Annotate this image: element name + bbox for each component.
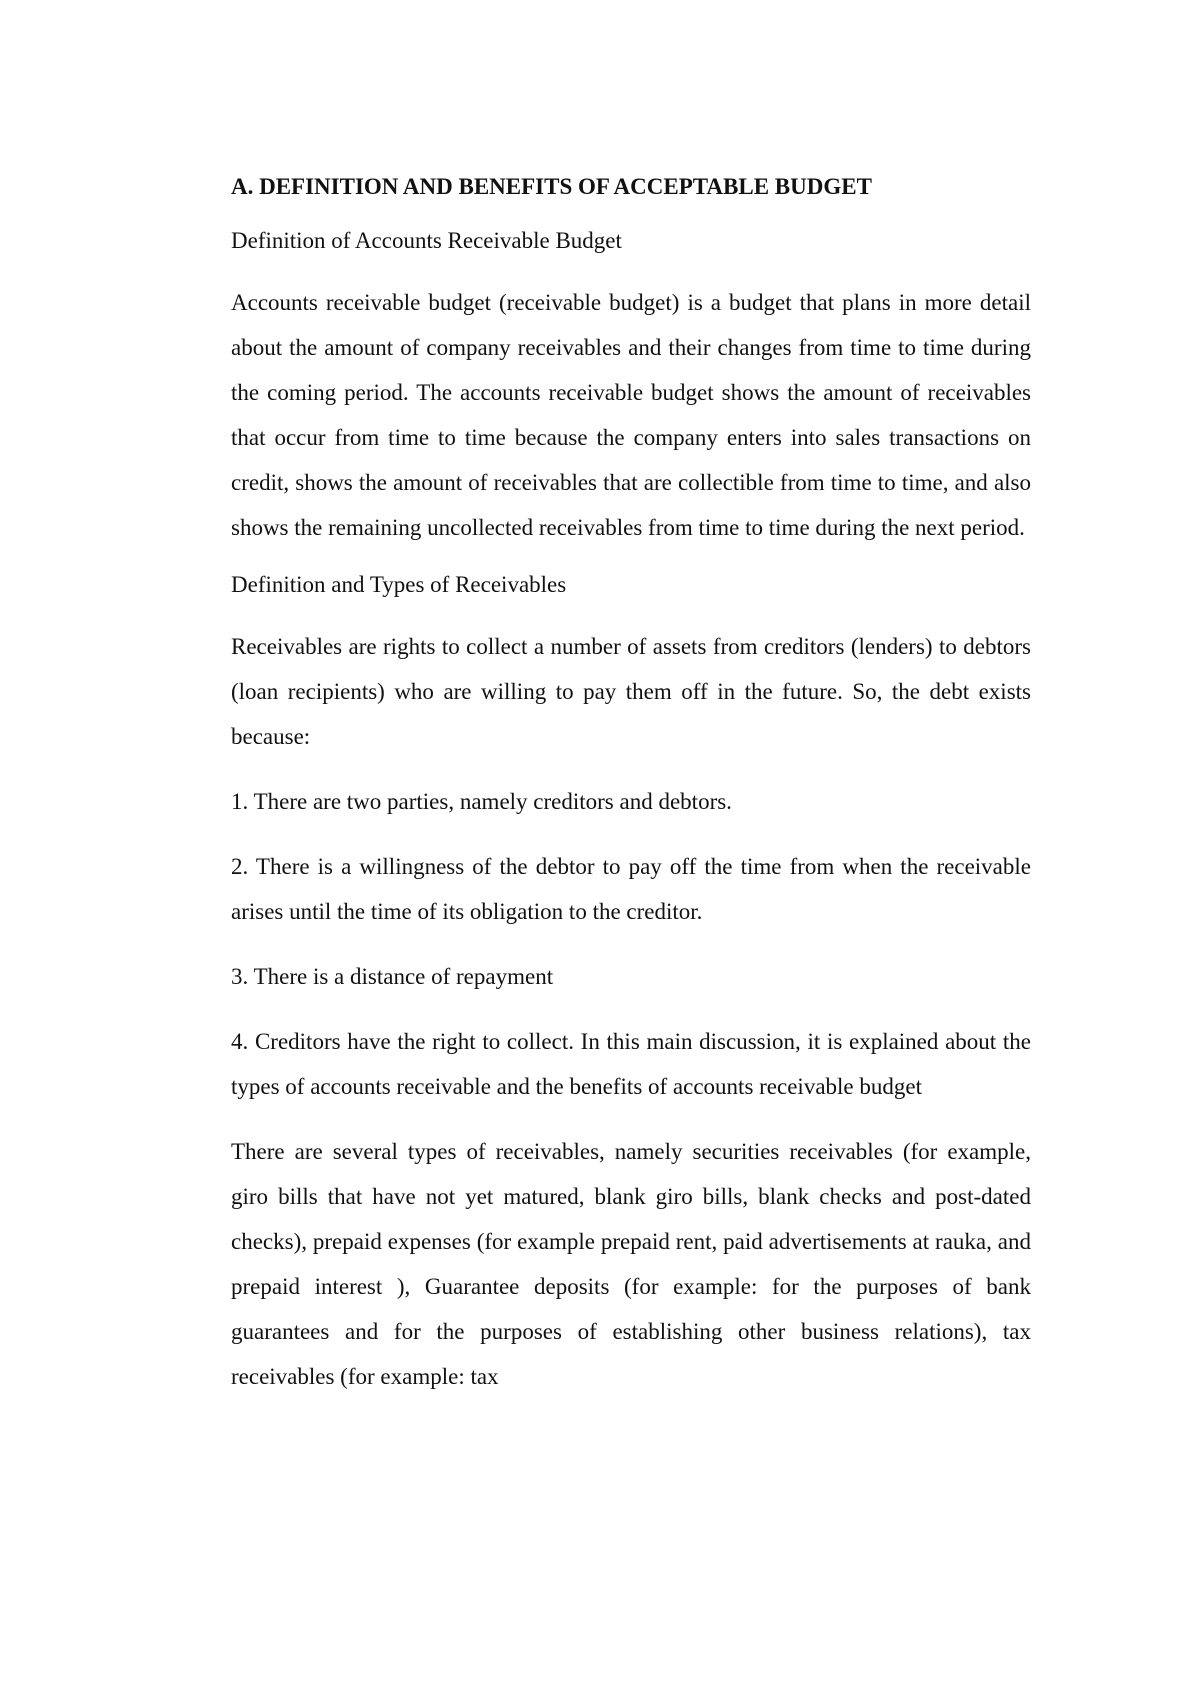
paragraph-types-of-receivables: There are several types of receivables, namely securities receivables (for example, giro bills that have not yet matured, blank giro bills, blank checks and post-dated checks), prepaid expenses (for example prepaid rent, paid advertisements at rauka, and prepaid interest ), Guarantee deposits (for example: for the purposes of bank guarantees and for the purposes of establishing other business relations), tax receivables (for example: tax — [231, 1139, 1031, 1389]
list-item: 1. There are two parties, namely creditors and debtors. — [231, 789, 732, 814]
document-page — [231, 172, 1031, 1419]
paragraph-receivable-budget-definition: Accounts receivable budget (receivable budget) is a budget that plans in more detail about the amount of company receivables and their changes from time to time during the coming period. The accounts receivable budget shows the amount of receivables that occur from time to time because the company enters into sales transactions on credit, shows the amount of receivables that are collectible from time to time, and also shows the remaining uncollected receivables from time to time during the next period. — [231, 290, 1031, 540]
subheading-types-of-receivables: Definition and Types of Receivables — [231, 572, 567, 597]
paragraph-receivables-definition: Receivables are rights to collect a number of assets from creditors (lenders) to debtors (loan recipients) who are willing to pay them off in the future. So, the debt exists because: — [231, 634, 1031, 749]
subheading-accounts-receivable-budget: Definition of Accounts Receivable Budget — [231, 228, 622, 253]
list-item: 2. There is a willingness of the debtor to pay off the time from when the receivable arises until the time of its obligation to the creditor. — [231, 854, 1031, 924]
list-item: 4. Creditors have the right to collect. In this main discussion, it is explained about the types of accounts receivable and the benefits of accounts receivable budget — [231, 1029, 1031, 1099]
list-item: 3. There is a distance of repayment — [231, 964, 554, 989]
section-heading: A. DEFINITION AND BENEFITS OF ACCEPTABLE BUDGET — [231, 174, 872, 199]
